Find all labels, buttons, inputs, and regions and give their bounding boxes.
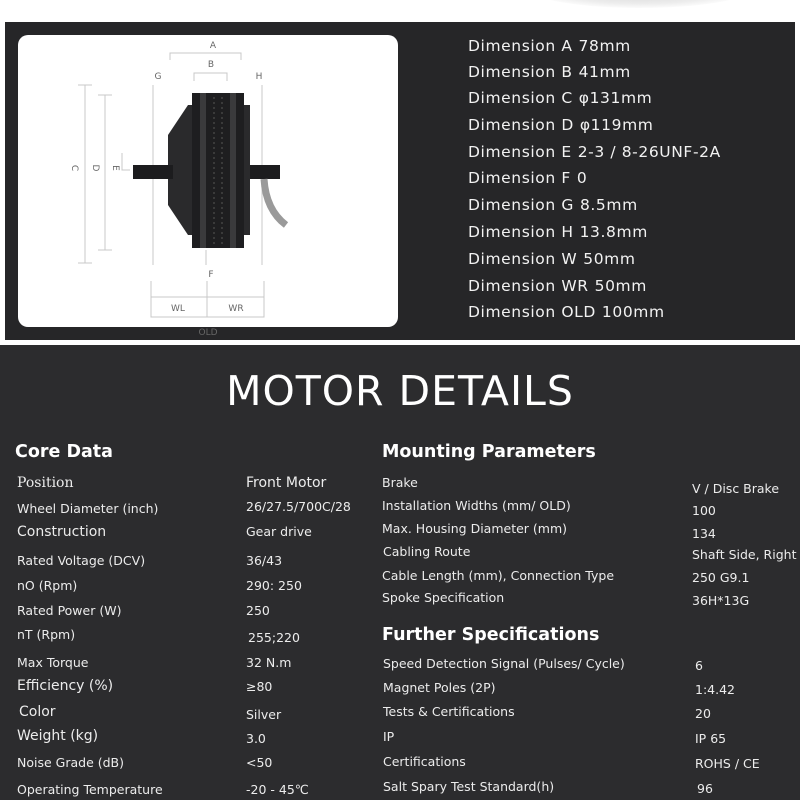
- mounting-label-installation-widths: Installation Widths (mm/ OLD): [382, 498, 571, 513]
- further-value-salt-spray-test: 96: [697, 781, 713, 796]
- core-value-position: Front Motor: [246, 475, 327, 491]
- dimension-list: [468, 37, 788, 337]
- core-value-color: Silver: [246, 707, 282, 722]
- mounting-label-spoke-specification: Spoke Specification: [382, 590, 505, 605]
- further-label-magnet-poles: Magnet Poles (2P): [383, 680, 496, 695]
- dimension-row: Dimension B 41mm: [468, 63, 631, 81]
- core-value-no-rpm: 290: 250: [246, 578, 302, 593]
- core-label-rated-power: Rated Power (W): [17, 603, 122, 618]
- dimension-section: [0, 0, 800, 345]
- mounting-value-cabling-route: Shaft Side, Right: [692, 547, 797, 562]
- core-label-max-torque: Max Torque: [17, 655, 89, 670]
- further-label-speed-detection: Speed Detection Signal (Pulses/ Cycle): [383, 656, 625, 671]
- core-value-operating-temperature: -20 - 45℃: [246, 782, 309, 797]
- core-value-wheel-diameter: 26/27.5/700C/28: [246, 499, 351, 514]
- further-label-salt-spray-test: Salt Spary Test Standard(h): [383, 779, 555, 794]
- dimension-row: Dimension OLD 100mm: [468, 303, 665, 321]
- core-label-nt-rpm: nT (Rpm): [17, 627, 76, 642]
- dimension-panel: [5, 22, 795, 340]
- mounting-label-cable-length: Cable Length (mm), Connection Type: [382, 568, 615, 583]
- core-label-construction: Construction: [17, 524, 107, 540]
- mounting-label-max-housing-diameter: Max. Housing Diameter (mm): [382, 521, 568, 536]
- mounting-value-max-housing-diameter: 134: [692, 526, 716, 541]
- further-value-speed-detection: 6: [695, 658, 703, 673]
- core-value-rated-voltage: 36/43: [246, 553, 283, 568]
- dimension-row: Dimension A 78mm: [468, 37, 631, 55]
- mounting-label-cabling-route: Cabling Route: [383, 544, 471, 559]
- further-value-ip: IP 65: [695, 731, 727, 746]
- diagram-label-a: A: [209, 41, 217, 51]
- further-label-certifications: Certifications: [383, 754, 466, 769]
- diagram-label-g: G: [154, 72, 162, 82]
- diagram-label-c: C: [69, 164, 79, 172]
- further-label-ip: IP: [383, 729, 395, 744]
- core-value-rated-power: 250: [246, 603, 270, 618]
- further-specifications-heading: Further Specifications: [382, 625, 600, 645]
- diagram-label-d: D: [90, 164, 100, 172]
- core-label-position: Position: [17, 475, 74, 491]
- core-value-weight: 3.0: [246, 731, 266, 746]
- dimension-row: Dimension C φ131mm: [468, 89, 653, 107]
- mounting-value-brake: V / Disc Brake: [692, 481, 780, 496]
- mounting-parameters-heading: Mounting Parameters: [382, 442, 596, 462]
- dimension-row: Dimension D φ119mm: [468, 116, 654, 134]
- core-label-no-rpm: nO (Rpm): [17, 578, 78, 593]
- dimension-row: Dimension E 2-3 / 8-26UNF-2A: [468, 143, 721, 161]
- motor-diagram-card: [18, 35, 398, 338]
- core-value-noise-grade: <50: [246, 755, 273, 770]
- further-value-certifications: ROHS / CE: [695, 756, 760, 771]
- core-label-color: Color: [19, 704, 56, 720]
- page-title: MOTOR DETAILS: [226, 367, 574, 415]
- core-value-max-torque: 32 N.m: [246, 655, 292, 670]
- dimension-row: Dimension H 13.8mm: [468, 223, 648, 241]
- diagram-label-e: E: [110, 165, 120, 171]
- further-value-tests-certifications: 20: [695, 706, 711, 721]
- motor-details-section: [0, 345, 800, 800]
- core-value-efficiency: ≥80: [246, 679, 273, 694]
- dimension-row: Dimension F 0: [468, 169, 588, 187]
- core-label-wheel-diameter: Wheel Diameter (inch): [17, 501, 159, 516]
- motor-diagram: [18, 35, 398, 338]
- core-label-efficiency: Efficiency (%): [17, 678, 114, 694]
- mounting-value-cable-length: 250 G9.1: [692, 570, 750, 585]
- diagram-label-wr: WR: [228, 304, 244, 314]
- core-label-noise-grade: Noise Grade (dB): [17, 755, 124, 770]
- dimension-row: Dimension W 50mm: [468, 250, 636, 268]
- diagram-label-h: H: [255, 72, 263, 82]
- core-value-nt-rpm: 255;220: [248, 630, 300, 645]
- mounting-value-spoke-specification: 36H*13G: [692, 593, 750, 608]
- further-value-magnet-poles: 1:4.42: [695, 682, 735, 697]
- decorative-arc: [530, 0, 750, 8]
- core-label-operating-temperature: Operating Temperature: [17, 782, 163, 797]
- diagram-label-f: F: [208, 270, 214, 280]
- motor-body: [133, 93, 286, 248]
- dimension-row: Dimension G 8.5mm: [468, 196, 638, 214]
- diagram-label-b: B: [207, 60, 215, 70]
- core-data-heading: Core Data: [15, 442, 113, 462]
- core-value-construction: Gear drive: [246, 524, 312, 539]
- core-label-rated-voltage: Rated Voltage (DCV): [17, 553, 146, 568]
- further-label-tests-certifications: Tests & Certifications: [383, 704, 515, 719]
- mounting-value-installation-widths: 100: [692, 503, 716, 518]
- mounting-label-brake: Brake: [382, 475, 418, 490]
- diagram-label-old: OLD: [198, 328, 218, 338]
- diagram-label-wl: WL: [171, 304, 185, 314]
- dimension-row: Dimension WR 50mm: [468, 277, 647, 295]
- core-label-weight: Weight (kg): [17, 728, 99, 744]
